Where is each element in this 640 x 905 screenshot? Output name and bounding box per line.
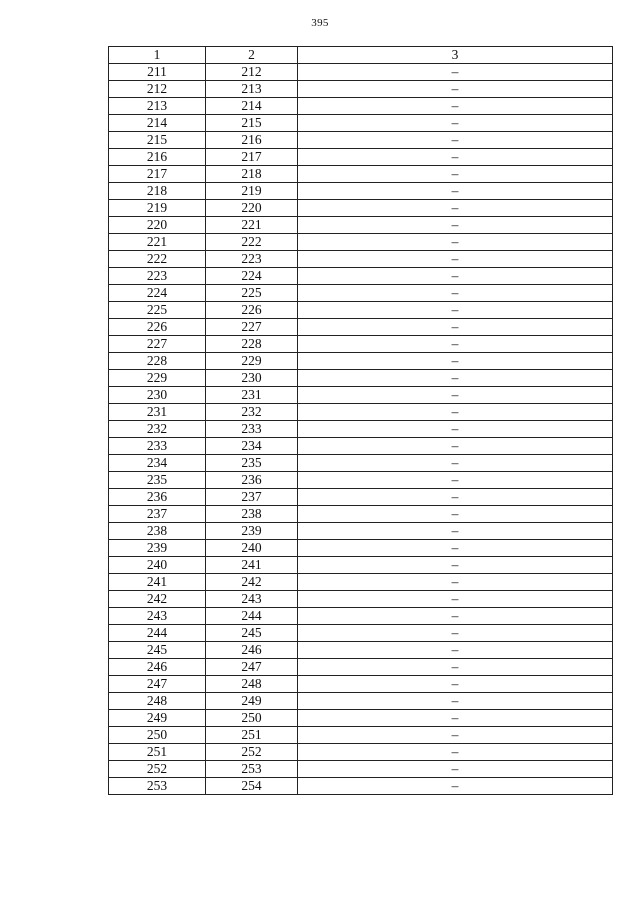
table-cell-col-3: – [298,489,613,506]
table-cell-col-2: 243 [206,591,298,608]
table-cell-col-1: 238 [109,523,206,540]
table-row [109,81,613,98]
table-row [109,659,613,676]
table-cell-col-2: 222 [206,234,298,251]
table-cell-col-3: – [298,149,613,166]
table-cell-col-2: 213 [206,81,298,98]
table-row [109,489,613,506]
table-cell-col-2: 232 [206,404,298,421]
table-cell-col-1: 226 [109,319,206,336]
table-cell-col-2: 221 [206,217,298,234]
table-cell-col-2: 237 [206,489,298,506]
table-cell-col-2: 238 [206,506,298,523]
table-cell-col-2: 241 [206,557,298,574]
table-cell-col-3: – [298,285,613,302]
table-cell-col-1: 215 [109,132,206,149]
table-cell-col-2: 224 [206,268,298,285]
table-cell-col-1: 235 [109,472,206,489]
table-cell-col-2: 214 [206,98,298,115]
table-row [109,387,613,404]
table-cell-col-2: 248 [206,676,298,693]
table-row [109,778,613,795]
table-cell-col-2: 250 [206,710,298,727]
table-cell-col-1: 233 [109,438,206,455]
table-row [109,404,613,421]
table-cell-col-3: – [298,98,613,115]
table-cell-col-1: 251 [109,744,206,761]
table-cell-col-2: 218 [206,166,298,183]
table-cell-col-2: 251 [206,727,298,744]
table-cell-col-2: 249 [206,693,298,710]
table-cell-col-3: – [298,251,613,268]
table-cell-col-2: 230 [206,370,298,387]
table-cell-col-2: 234 [206,438,298,455]
table-row [109,217,613,234]
table-row [109,744,613,761]
table-cell-col-2: 227 [206,319,298,336]
table-cell-col-3: – [298,421,613,438]
table-cell-col-3: – [298,778,613,795]
table-cell-col-1: 246 [109,659,206,676]
table-cell-col-3: – [298,506,613,523]
table-cell-col-3: – [298,319,613,336]
table-cell-col-3: – [298,336,613,353]
table-cell-col-3: – [298,200,613,217]
table-row [109,761,613,778]
data-table [108,46,613,795]
table-row [109,608,613,625]
table-cell-col-3: – [298,591,613,608]
table-cell-col-1: 214 [109,115,206,132]
table-row [109,115,613,132]
table-cell-col-3: – [298,132,613,149]
table-cell-col-3: – [298,64,613,81]
table-row [109,183,613,200]
table-cell-col-3: – [298,557,613,574]
table-cell-col-3: – [298,353,613,370]
table-cell-col-2: 240 [206,540,298,557]
column-header-2: 2 [206,47,298,64]
column-header-3: 3 [298,47,613,64]
table-row [109,557,613,574]
table-header [109,47,613,64]
table-row [109,676,613,693]
table-cell-col-2: 235 [206,455,298,472]
table-cell-col-3: – [298,608,613,625]
table-cell-col-1: 250 [109,727,206,744]
table-cell-col-2: 228 [206,336,298,353]
table-cell-col-1: 241 [109,574,206,591]
table-cell-col-3: – [298,659,613,676]
table-cell-col-2: 216 [206,132,298,149]
table-cell-col-3: – [298,370,613,387]
table-row [109,710,613,727]
table-cell-col-1: 217 [109,166,206,183]
table-row [109,523,613,540]
table-cell-col-1: 248 [109,693,206,710]
table-cell-col-3: – [298,761,613,778]
table-row [109,149,613,166]
table-row [109,302,613,319]
table-row [109,455,613,472]
table-cell-col-3: – [298,302,613,319]
table-row [109,268,613,285]
table-cell-col-3: – [298,387,613,404]
table-cell-col-1: 245 [109,642,206,659]
table-cell-col-2: 244 [206,608,298,625]
table-row [109,506,613,523]
table-body [109,64,613,795]
table-cell-col-2: 229 [206,353,298,370]
table-cell-col-3: – [298,727,613,744]
table-cell-col-2: 225 [206,285,298,302]
table-cell-col-3: – [298,523,613,540]
table-cell-col-3: – [298,710,613,727]
table-cell-col-2: 239 [206,523,298,540]
table-cell-col-1: 211 [109,64,206,81]
table-row [109,64,613,81]
table-cell-col-2: 226 [206,302,298,319]
table-cell-col-3: – [298,404,613,421]
table-cell-col-1: 243 [109,608,206,625]
table-cell-col-3: – [298,574,613,591]
table-cell-col-1: 219 [109,200,206,217]
table-row [109,625,613,642]
table-row [109,319,613,336]
table-cell-col-2: 252 [206,744,298,761]
table-cell-col-1: 218 [109,183,206,200]
table-cell-col-1: 244 [109,625,206,642]
table-row [109,98,613,115]
table-cell-col-3: – [298,472,613,489]
table-cell-col-2: 245 [206,625,298,642]
table-cell-col-2: 219 [206,183,298,200]
table-cell-col-1: 216 [109,149,206,166]
table-cell-col-1: 232 [109,421,206,438]
table-cell-col-2: 217 [206,149,298,166]
table-cell-col-3: – [298,642,613,659]
table-cell-col-3: – [298,693,613,710]
table-row [109,166,613,183]
table-cell-col-2: 233 [206,421,298,438]
table-cell-col-1: 222 [109,251,206,268]
table-cell-col-2: 215 [206,115,298,132]
table-cell-col-1: 242 [109,591,206,608]
table-row [109,472,613,489]
table-cell-col-1: 253 [109,778,206,795]
table-cell-col-1: 249 [109,710,206,727]
table-cell-col-3: – [298,217,613,234]
table-cell-col-1: 239 [109,540,206,557]
table-cell-col-3: – [298,268,613,285]
table-row [109,591,613,608]
table-cell-col-2: 254 [206,778,298,795]
table-cell-col-1: 228 [109,353,206,370]
table-row [109,693,613,710]
table-cell-col-3: – [298,81,613,98]
table-row [109,370,613,387]
page-number: 395 [311,17,329,29]
table-cell-col-1: 213 [109,98,206,115]
table-cell-col-2: 212 [206,64,298,81]
table-row [109,438,613,455]
table-cell-col-3: – [298,115,613,132]
table-row [109,234,613,251]
table-row [109,642,613,659]
table-cell-col-2: 223 [206,251,298,268]
header-row [109,47,613,64]
table-cell-col-1: 234 [109,455,206,472]
table-cell-col-1: 236 [109,489,206,506]
table-cell-col-2: 231 [206,387,298,404]
table-cell-col-1: 231 [109,404,206,421]
table-cell-col-2: 220 [206,200,298,217]
table-cell-col-1: 212 [109,81,206,98]
table-row [109,727,613,744]
table-row [109,336,613,353]
table-row [109,200,613,217]
table-cell-col-2: 247 [206,659,298,676]
table-cell-col-1: 229 [109,370,206,387]
table-cell-col-2: 236 [206,472,298,489]
table-cell-col-1: 230 [109,387,206,404]
table-cell-col-1: 240 [109,557,206,574]
table-cell-col-3: – [298,183,613,200]
table-cell-col-3: – [298,540,613,557]
table-cell-col-1: 247 [109,676,206,693]
table-row [109,421,613,438]
table-cell-col-1: 221 [109,234,206,251]
table-cell-col-1: 223 [109,268,206,285]
table-cell-col-1: 220 [109,217,206,234]
table-cell-col-1: 252 [109,761,206,778]
table-cell-col-3: – [298,625,613,642]
table-row [109,353,613,370]
table-cell-col-1: 237 [109,506,206,523]
table-cell-col-2: 242 [206,574,298,591]
column-header-1: 1 [109,47,206,64]
table-cell-col-3: – [298,234,613,251]
table-row [109,285,613,302]
table-cell-col-1: 225 [109,302,206,319]
table-cell-col-3: – [298,744,613,761]
table-cell-col-3: – [298,676,613,693]
table-row [109,132,613,149]
table-row [109,574,613,591]
table-row [109,540,613,557]
table-cell-col-1: 227 [109,336,206,353]
table-cell-col-2: 246 [206,642,298,659]
table-cell-col-2: 253 [206,761,298,778]
table-row [109,251,613,268]
table-cell-col-3: – [298,438,613,455]
table-cell-col-3: – [298,166,613,183]
table-cell-col-1: 224 [109,285,206,302]
table-cell-col-3: – [298,455,613,472]
